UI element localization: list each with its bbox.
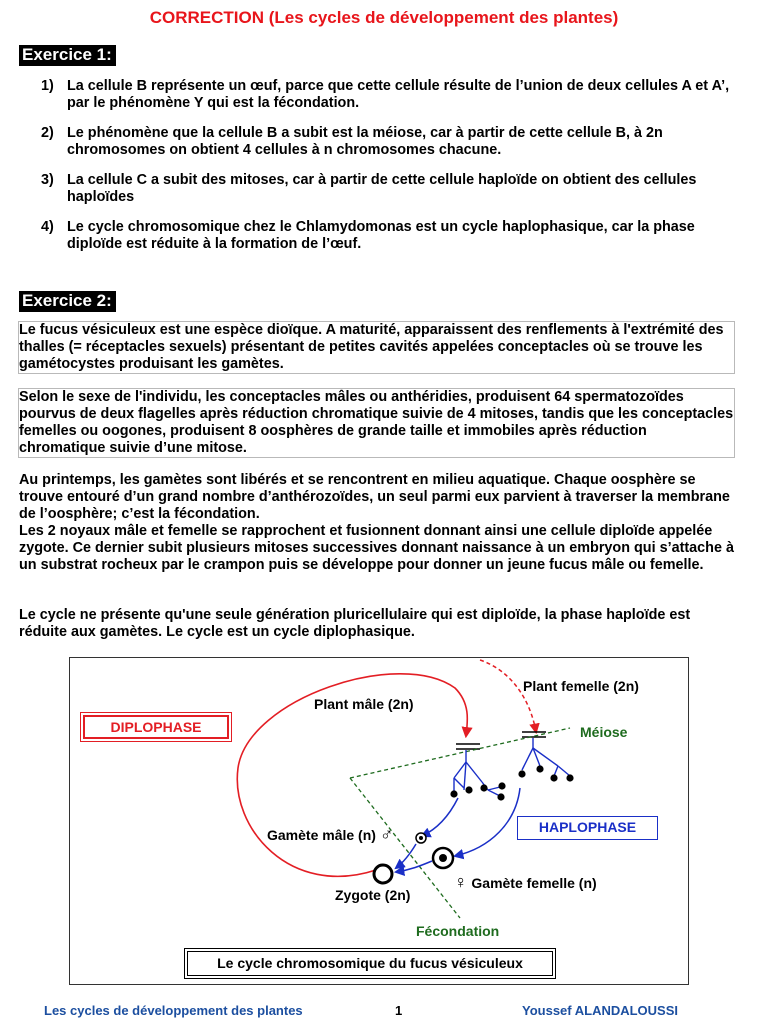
exercise-1-heading: Exercice 1: (19, 45, 116, 66)
male-mitosis-tree (454, 750, 504, 796)
female-gamete-arrow (455, 788, 520, 856)
label-gamete-male: Gamète mâle (n) ♂ (267, 824, 394, 844)
answer-item: 3) La cellule C a subit des mitoses, car à partir de cette cellule haploïde on obtient des cellules haploïdes (41, 172, 697, 205)
chromosomal-cycle-diagram (69, 657, 689, 985)
page-title: CORRECTION (Les cycles de développement des plantes) (149, 8, 619, 27)
exercise-2-heading: Exercice 2: (19, 291, 116, 312)
footer-page-number: 1 (395, 1003, 403, 1018)
label-plant-male: Plant mâle (2n) (314, 696, 414, 712)
female-mitosis-tree (522, 738, 570, 776)
footer-chapter: Les cycles de développement des plantes (44, 1003, 303, 1018)
footer-author: Youssef ALANDALOUSSI (522, 1003, 679, 1018)
label-gamete-female: ♀ Gamète femelle (n) (454, 872, 597, 892)
label-fecondation: Fécondation (416, 923, 500, 939)
paragraph-conclusion: Le cycle ne présente qu'une seule génération pluricellulaire qui est diploïde, la phase haploïde est réduite aux gamètes. Le cycle est un cycle diplophasique. (19, 607, 691, 640)
label-plant-female: Plant femelle (2n) (523, 678, 639, 694)
exercise-1-answers (41, 78, 741, 266)
male-symbol-icon: ♂ (379, 824, 394, 844)
diagram-caption: Le cycle chromosomique du fucus vésiculeux (187, 951, 553, 976)
male-gamete-arrow (422, 798, 458, 836)
answer-item: 2) Le phénomène que la cellule B a subit est la méiose, car à partir de cette cellule B, à 2n chromosomes on obtient 4 cellules à n chromosomes chacune. (41, 125, 663, 158)
zygote-cell (374, 865, 392, 883)
label-meiose: Méiose (580, 724, 628, 740)
paragraph-conceptacles: Selon le sexe de l'individu, les conceptacles mâles ou anthéridies, produisent 64 spermatozoïdes pourvus de deux flagelles après réduction chromatique suivie de 4 mitoses, tandis que les conceptacles femelles ou oogones, produisent 8 oosphères de grande taille et immobiles après réduction chromatique suivie d’une mitose. (19, 389, 734, 456)
paragraph-fucus-intro: Le fucus vésiculeux est une espèce dioïque. A maturité, apparaissent des renflements à l'extrémité des thalles (= réceptacles sexuels) présentant de petites cavités appelées conceptacles où se trouve les gamétocystes produisant les gamètes. (19, 322, 734, 373)
label-zygote: Zygote (2n) (335, 887, 411, 903)
female-symbol-icon: ♀ (454, 872, 468, 892)
answer-item: 4) Le cycle chromosomique chez le Chlamydomonas est un cycle haplophasique, car la phase diploïde est réduite à la formation de l’œuf. (41, 219, 695, 252)
female-plant-arrow (480, 660, 536, 732)
diplophase-box: DIPLOPHASE (83, 715, 229, 739)
answer-item: 1) La cellule B représente un œuf, parce que cette cellule résulte de l’union de deux cellules A et A’, par le phénomène Y qui est la fécondation. (41, 78, 730, 111)
haplophase-box: HAPLOPHASE (517, 816, 658, 840)
paragraph-fecondation: Au printemps, les gamètes sont libérés et se rencontrent en milieu aquatique. Chaque oosphère se trouve entouré d’un grand nombre d’anthérozoïdes, un seul parmi eux parvient à traverser la membrane de l’oosphère; c’est la fécondation. Les 2 noyaux mâle et femelle se rapprochent et fusionnent donnant ainsi une cellule diploïde appelée zygote. Ce dernier subit plusieurs mitoses successives donnant naissance à un embryon qui s’attache à un substrat rocheux par le crampon puis se développe pour donner un jeune fucus mâle ou femelle. (19, 472, 734, 573)
